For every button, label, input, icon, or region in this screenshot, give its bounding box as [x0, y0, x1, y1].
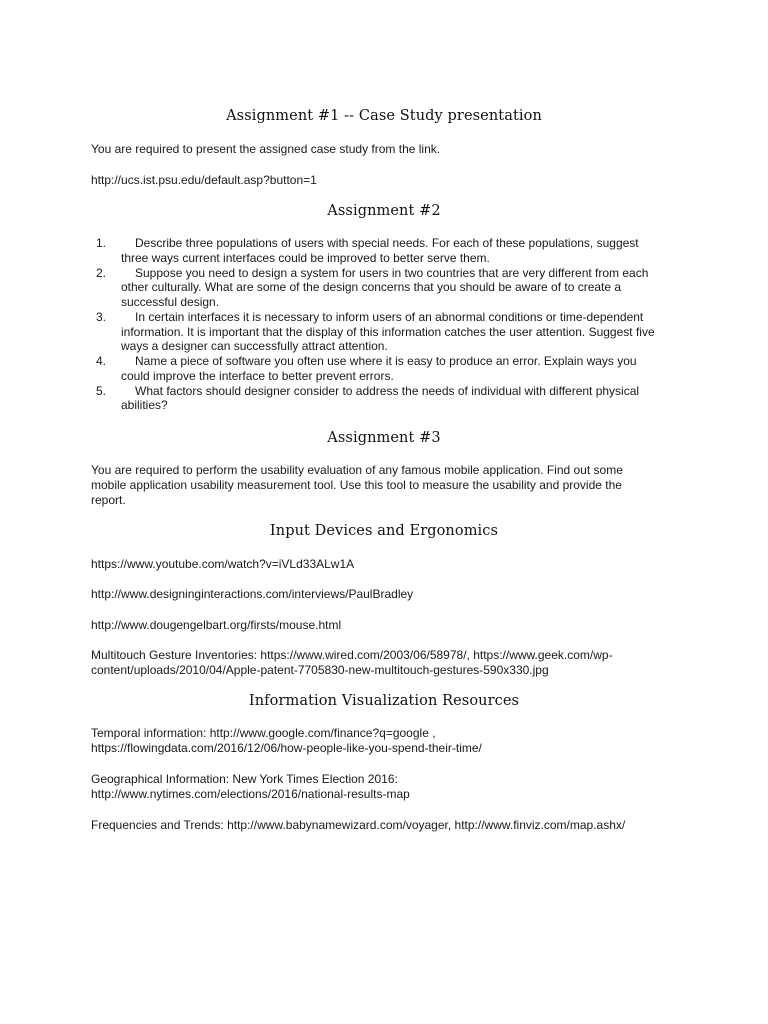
case-study-link[interactable]: http://ucs.ist.psu.edu/default.asp?button=1: [91, 173, 317, 187]
list-item-number: 5.: [96, 383, 107, 398]
assignment-2-heading: Assignment #2: [327, 203, 441, 219]
assignment-2-list: [96, 236, 666, 413]
temporal-information-links[interactable]: Temporal information: http://www.google.com/finance?q=google , https://flowingdata.com/2016/12/06/how-people-like-you-spend-their-time/: [91, 726, 482, 755]
assignment-3-text: You are required to perform the usability evaluation of any famous mobile application. Find out some mobile application usability measurement tool. Use this tool to measure the usability and provide the report.: [91, 463, 623, 507]
designing-interactions-link[interactable]: http://www.designinginteractions.com/interviews/PaulBradley: [91, 587, 414, 601]
information-visualization-heading: Information Visualization Resources: [248, 693, 520, 709]
list-item-text: Suppose you need to design a system for users in two countries that are very different from each other culturally. What are some of the design concerns that you should be aware of to create a successful design.: [121, 265, 649, 309]
list-item-number: 2.: [96, 265, 107, 280]
list-item-number: 3.: [96, 309, 107, 324]
list-item-number: 1.: [96, 236, 107, 250]
youtube-link[interactable]: https://www.youtube.com/watch?v=iVLd33ALw1A: [91, 557, 355, 571]
assignment-3-heading: Assignment #3: [327, 430, 441, 446]
assignment-1-text: You are required to present the assigned case study from the link.: [91, 142, 441, 156]
assignment-1-heading: Assignment #1 -- Case Study presentation: [226, 108, 542, 124]
multitouch-gesture-links[interactable]: Multitouch Gesture Inventories: https://www.wired.com/2003/06/58978/, https://www.geek.com/wp-content/uploads/2010/04/Apple-patent-7705830-new-multitouch-gestures-590x330.jpg: [91, 648, 613, 677]
list-item: [96, 310, 666, 354]
list-item-text: Describe three populations of users with special needs. For each of these populations, suggest three ways current interfaces could be improved to better serve them.: [121, 236, 639, 265]
geographical-information-link[interactable]: Geographical Information: New York Times Election 2016: http://www.nytimes.com/elections/2016/national-results-map: [91, 772, 410, 801]
engelbart-mouse-link[interactable]: http://www.dougengelbart.org/firsts/mouse.html: [91, 618, 342, 632]
list-item: [96, 266, 666, 310]
list-item-text: What factors should designer consider to address the needs of individual with different physical abilities?: [121, 383, 640, 413]
list-item-text: In certain interfaces it is necessary to inform users of an abnormal conditions or time-dependent information. It is important that the display of this information catches the user attention. Suggest five ways a designer can successfully attract attention.: [121, 309, 655, 354]
list-item-number: 4.: [96, 354, 107, 368]
list-item: [96, 384, 666, 414]
list-item-text: Name a piece of software you often use where it is easy to produce an error. Explain ways you could improve the interface to better prevent errors.: [121, 354, 637, 383]
list-item: [96, 236, 666, 266]
frequencies-trends-links[interactable]: Frequencies and Trends: http://www.babynamewizard.com/voyager, http://www.finviz.com/map.ashx/: [91, 818, 626, 832]
input-devices-heading: Input Devices and Ergonomics: [269, 523, 499, 539]
list-item: [96, 354, 666, 384]
